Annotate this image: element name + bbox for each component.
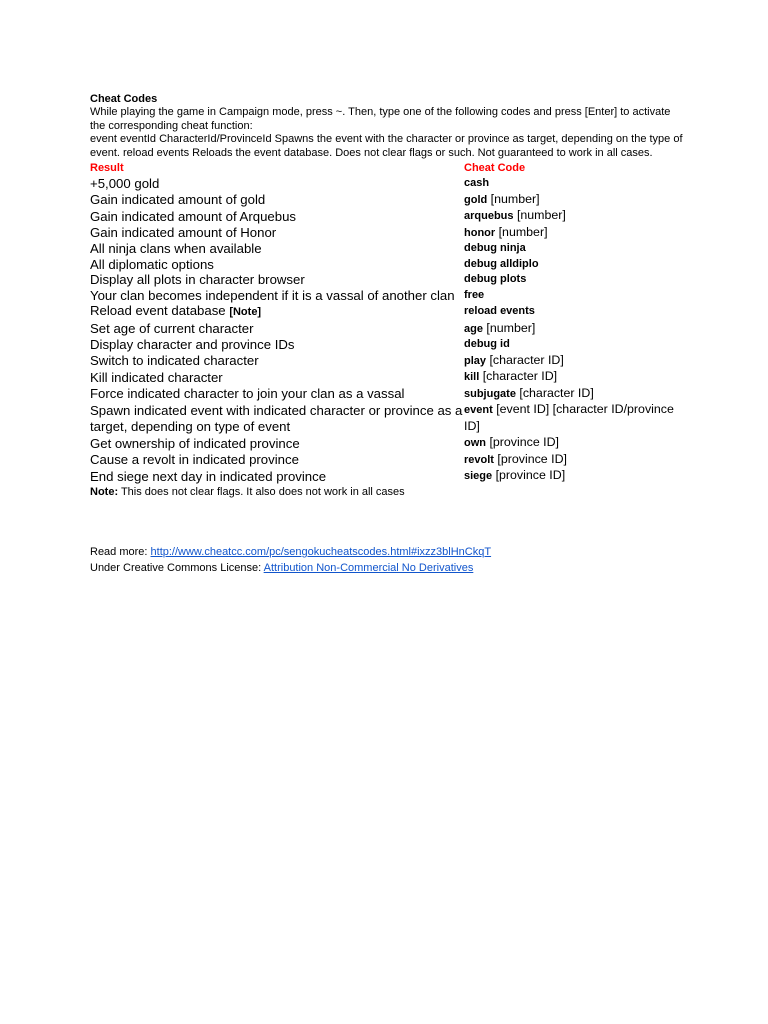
table-row [90,435,690,452]
cheat-command: debug alldiplo [464,257,539,270]
result-text: Gain indicated amount of gold [90,192,266,207]
result-text: Get ownership of indicated province [90,435,300,451]
result-cell [90,241,464,257]
result-cell [90,436,464,452]
result-text: Gain indicated amount of Honor [90,225,277,240]
result-text: Gain indicated amount of Arquebus [90,208,297,224]
result-text: All diplomatic options [90,256,214,272]
cheat-command: kill [464,371,480,383]
result-cell [90,288,464,304]
cheat-command: gold [464,193,488,206]
cheat-command: own [464,437,486,449]
cheat-code-cell [464,435,690,452]
cheat-command: age [464,322,483,335]
cheat-code-cell [464,192,690,209]
cheat-command: honor [464,226,496,239]
cheat-code-cell [464,468,690,485]
result-text: Your clan becomes independent if it is a vassal of another clan [90,287,455,303]
note-text: This does not clear flags. It also does not work in all cases [118,485,405,498]
cheat-code-cell [464,386,690,403]
result-cell [90,272,464,288]
cheat-command: debug id [464,338,510,350]
result-cell [90,386,464,402]
table-row [90,225,690,242]
cheat-code-cell [464,257,690,273]
license-label: Under Creative Commons License: [90,562,264,574]
result-text: Display all plots in character browser [90,272,305,287]
table-row [90,303,690,321]
document-body [90,92,690,499]
table-row [90,452,690,469]
header-result: Result [90,162,124,174]
result-text: Cause a revolt in indicated province [90,452,299,467]
cheat-argument: [province ID] [486,435,559,449]
read-more-link[interactable]: http://www.cheatcc.com/pc/sengokucheatscodes.html#ixzz3blHnCkqT [150,546,492,558]
cheat-code-cell [464,452,690,469]
note-tag: [Note] [229,306,262,318]
cheat-argument: [number] [495,224,548,239]
cheat-command: revolt [464,453,494,466]
read-more-line [90,544,491,560]
table-row [90,241,690,257]
cheat-argument: [character ID] [479,369,558,383]
result-text: Display character and province IDs [90,337,295,352]
result-text: Spawn indicated event with indicated character or province as a target, depending on type of event [90,403,463,434]
result-cell [90,303,464,321]
result-cell [90,257,464,273]
cheat-code-cell [464,272,690,288]
cheat-code-cell [464,369,690,386]
result-text: Set age of current character [90,321,254,336]
cheat-command: cash [464,177,490,189]
cheat-code-cell [464,176,690,192]
table-row [90,208,690,225]
table-row [90,288,690,304]
cheat-command: debug ninja [464,242,526,254]
cheat-code-cell [464,288,690,304]
table-row [90,386,690,403]
result-text: Switch to indicated character [90,353,259,368]
cheat-code-cell [464,321,690,338]
table-row [90,402,690,435]
result-cell [90,452,464,468]
result-text: Kill indicated character [90,369,223,385]
result-cell [90,176,464,192]
cheat-argument: [number] [482,320,536,335]
result-cell [90,469,464,485]
cheat-code-cell [464,353,690,370]
cheat-argument: [number] [487,191,540,206]
result-cell [90,337,464,353]
result-cell [90,225,464,241]
table-rows [90,176,690,485]
table-header [90,161,690,176]
footer-links [90,544,491,576]
license-link[interactable]: Attribution Non-Commercial No Derivatives [263,562,474,574]
result-cell [90,370,464,386]
result-text: +5,000 gold [90,176,160,191]
result-text: Reload event database [90,303,226,318]
table-row [90,353,690,370]
cheat-table [90,161,690,485]
table-row [90,321,690,338]
cheat-command: play [464,354,487,367]
cheat-code-cell [464,402,690,435]
result-cell [90,209,464,225]
cheat-code-cell [464,337,690,353]
table-row [90,468,690,485]
table-row [90,369,690,386]
cheat-command: free [464,288,485,301]
cheat-command: event [464,404,493,416]
document-title: Cheat Codes [90,93,158,105]
result-text: Force indicated character to join your clan as a vassal [90,386,405,401]
cheat-code-cell [464,241,690,257]
table-row [90,192,690,209]
result-cell [90,403,464,434]
header-cheat-code: Cheat Code [464,162,526,174]
cheat-command: siege [464,470,493,482]
table-row [90,337,690,353]
cheat-argument: [province ID] [492,468,566,482]
intro-paragraph: While playing the game in Campaign mode, press ~. Then, type one of the following codes and press [Enter] to activate the corresponding cheat function: event eventId CharacterId/ProvinceId Spawns the event with the character or province as target, depending on the type of event. reload events Reloads the event database. Does not clear flags or such. Not guaranteed to work in all cases. [90,106,683,159]
read-more-label: Read more: [90,546,151,558]
cheat-code-cell [464,304,690,320]
table-row [90,272,690,288]
cheat-code-cell [464,208,690,225]
license-line [90,560,491,576]
table-footnote [90,485,690,499]
table-row [90,176,690,192]
cheat-code-cell [464,225,690,242]
cheat-argument: [character ID] [486,352,564,367]
result-cell [90,353,464,369]
cheat-argument: [province ID] [493,451,567,466]
note-label: Note: [90,485,119,498]
cheat-argument: [character ID] [515,385,594,400]
cheat-command: subjugate [464,387,516,400]
cheat-argument: [number] [513,208,566,222]
cheat-command: reload events [464,305,535,317]
cheat-command: arquebus [464,210,514,222]
table-row [90,257,690,273]
cheat-argument: [event ID] [character ID/province ID] [464,402,674,433]
cheat-command: debug plots [464,273,527,285]
result-text: All ninja clans when available [90,241,262,256]
result-cell [90,192,464,208]
result-text: End siege next day in indicated province [90,468,327,484]
result-cell [90,321,464,337]
